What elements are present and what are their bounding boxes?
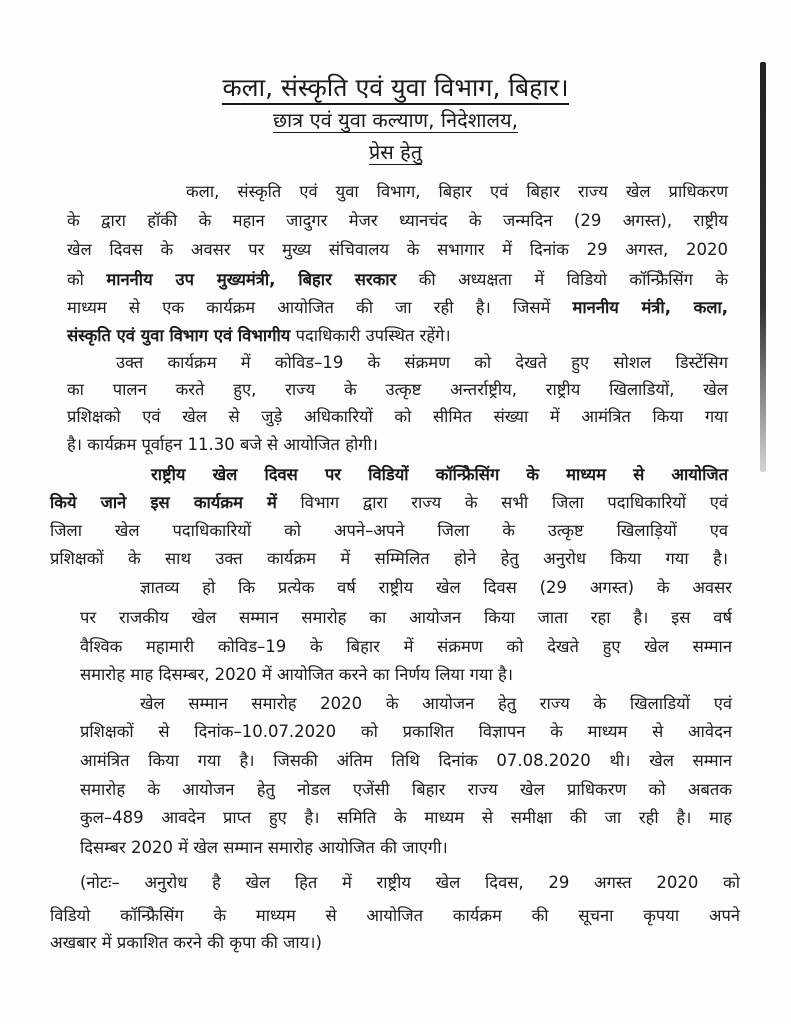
text-segment: समारोह माह दिसम्बर, 2020 में आयोजित करने का निर्णय लिया गया है। [80, 665, 514, 684]
body-line [80, 721, 732, 743]
department-title-text: कला, संस्कृति एवं युवा विभाग, बिहार। [222, 73, 568, 105]
department-title [0, 70, 791, 104]
text-segment: खेल सम्मान समारोह 2020 के आयोजन हेतु राज्य के खिलाडियों एवं [140, 694, 732, 713]
text-segment: ज्ञातव्य हो कि प्रत्येक वर्ष राष्ट्रीय खेल दिवस (29 अगस्त) के अवसर [140, 578, 732, 597]
body-line [186, 181, 728, 203]
body-line [67, 379, 728, 401]
body-line [80, 837, 560, 859]
body-line [67, 210, 728, 232]
text-segment: खेल दिवस के अवसर पर मुख्य संचिवालय के सभागार में दिनांक 29 अगस्त, 2020 [67, 240, 728, 259]
bold-text: किये जाने इस कार्यक्रम में [50, 493, 277, 512]
bold-text: संस्कृति एवं युवा विभाग एवं विभागीय [67, 326, 291, 345]
body-line [140, 577, 732, 599]
text-segment: है। कार्यक्रम पूर्वाहन 11.30 बजे से आयोजित होगी। [67, 435, 379, 454]
text-segment: प्रशिक्षको एवं खेल से जुड़े अधिकारियों को सीमित संख्या में आमंत्रित किया गया [67, 407, 728, 426]
text-segment: के द्वारा हॉकी के महान जादुगर मेजर ध्यानचंद के जन्मदिन (29 अगस्त), राष्ट्रीय [67, 211, 728, 230]
body-line [67, 434, 487, 456]
body-line [50, 548, 728, 570]
body-line [80, 664, 700, 686]
body-line [67, 297, 728, 319]
bold-text: राष्ट्रीय खेल दिवस पर विडियों कॉन्फ्रिेसिंग के माध्यम से आयोजित [151, 465, 728, 484]
text-segment: समारोह के आयोजन हेतु नोडल एजेंसी बिहार राज्य खेल प्राधिकरण को अबतक [80, 780, 732, 799]
body-line [116, 352, 728, 374]
text-segment: प्रशिक्षकों के साथ उक्त कार्यक्रम में सम्मिलित होने हेतु अनुरोध किया गया है। [50, 549, 728, 568]
press-heading [0, 138, 791, 165]
body-line [80, 607, 732, 629]
body-line [50, 932, 430, 954]
body-line [50, 520, 728, 542]
body-line [151, 464, 728, 486]
press-heading-text: प्रेस हेतु [368, 140, 423, 164]
body-line [67, 269, 728, 291]
text-segment: कला, संस्कृति एवं युवा विभाग, बिहार एवं बिहार राज्य खेल प्राधिकरण [186, 182, 728, 201]
text-segment: आमंत्रित किया गया है। जिसकी अंतिम तिथि दिनांक 07.08.2020 थी। खेल सम्मान [80, 751, 732, 770]
body-line [80, 779, 732, 801]
text-segment: उक्त कार्यक्रम में कोविड–19 के संक्रमण को देखते हुए सोशल डिस्टेंसिग [116, 353, 728, 372]
body-line [80, 807, 732, 829]
text-segment: प्रशिक्षकों से दिनांक–10.07.2020 को प्रकाशित विज्ञापन के माध्यम से आवेदन [80, 722, 732, 741]
body-line [50, 905, 740, 927]
text-segment: को [67, 270, 107, 289]
text-segment: जिला खेल पदाधिकारियों को अपने–अपने जिला के उत्कृष्ट खिलाड़ियों एव [50, 521, 728, 540]
text-segment: वैश्विक महामारी कोविड–19 के बिहार में संक्रमण को देखते हुए खेल सम्मान [80, 637, 732, 656]
text-segment: पदाधिकारी उपस्थित रहेंगे। [290, 326, 451, 345]
text-segment: की अध्यक्षता में विडियो कॉन्फ्रिेसिंग के [396, 270, 728, 289]
body-line [140, 693, 732, 715]
text-segment: विभाग द्वारा राज्य के सभी जिला पदाधिकारियों एवं [276, 493, 728, 512]
text-segment: पर राजकीय खेल सम्मान समारोह का आयोजन किया जाता रहा है। इस वर्ष [80, 608, 732, 627]
body-line [67, 325, 587, 347]
text-segment: अखबार में प्रकाशित करने की कृपा की जाय।) [50, 933, 322, 952]
directorate-title [0, 106, 791, 133]
text-segment: दिसम्बर 2020 में खेल सम्मान समारोह आयोजित की जाएगी। [80, 838, 448, 857]
text-segment: (नोटः– अनुरोध है खेल हित में राष्ट्रीय खेल दिवस, 29 अगस्त 2020 को [80, 873, 740, 892]
body-line [50, 492, 728, 514]
body-line [80, 750, 732, 772]
body-line [67, 406, 728, 428]
body-line [80, 636, 732, 658]
directorate-title-text: छात्र एवं युवा कल्याण, निदेशालय, [272, 108, 519, 132]
bold-text: माननीय मंत्री, कला, [572, 298, 728, 317]
body-line [67, 239, 728, 261]
text-segment: विडियो कॉन्फ्रिेसिंग के माध्यम से आयोजित कार्यक्रम की सूचना कृपया अपने [50, 906, 740, 925]
text-segment: माध्यम से एक कार्यक्रम आयोजित की जा रही है। जिसमें [67, 298, 573, 317]
body-line [80, 872, 740, 894]
bold-text: माननीय उप मुख्यमंत्री, बिहार सरकार [106, 270, 397, 289]
text-segment: कुल–489 आवदेन प्राप्त हुए है। समिति के माध्यम से समीक्षा की जा रही है। माह [80, 808, 732, 827]
text-segment: का पालन करते हुए, राज्य के उत्कृष्ट अन्तर्राष्ट्रीय, राष्ट्रीय खिलाडियों, खेल [67, 380, 728, 399]
